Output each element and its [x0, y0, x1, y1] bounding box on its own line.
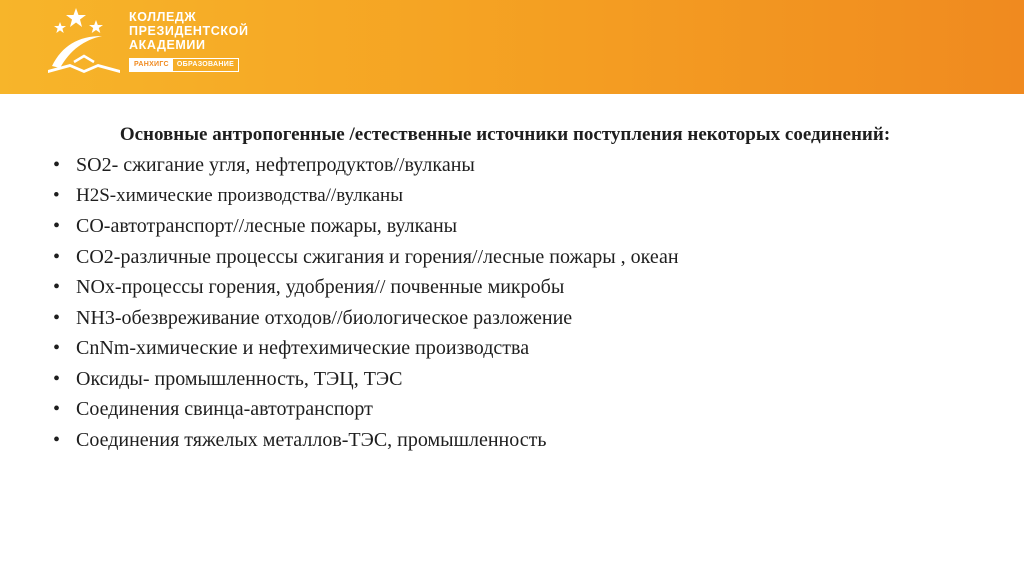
list-item-text: CnNm-химические и нефтехимические производства [76, 337, 530, 359]
list-item [50, 242, 950, 273]
list-item-text: SO2- сжигание угля, нефтепродуктов//вулканы [76, 154, 475, 176]
badge-ranepa-label: РАНХИГС [130, 59, 173, 71]
list-item-text: Оксиды- промышленность, ТЭЦ, ТЭС [76, 367, 403, 390]
college-name [129, 10, 249, 52]
list-item [50, 181, 950, 212]
list-item [50, 394, 950, 425]
college-logo-icon [44, 6, 124, 76]
bullet-icon: • [53, 337, 61, 359]
header-bar [0, 0, 1024, 94]
college-name-line-2: ПРЕЗИДЕНТСКОЙ [129, 24, 249, 38]
bullet-icon: • [53, 428, 61, 451]
badge-education-label: ОБРАЗОВАНИЕ [176, 61, 235, 68]
list-item-text: Соединения тяжелых металлов-ТЭС, промышленность [76, 428, 547, 451]
list-item [50, 364, 950, 395]
sources-list [50, 150, 950, 455]
list-item [50, 150, 950, 181]
bullet-icon: • [53, 398, 61, 420]
list-item-text: H2S-химические производства//вулканы [76, 184, 403, 206]
bullet-icon: • [53, 276, 61, 298]
bullet-icon: • [53, 154, 61, 176]
bullet-icon: • [53, 245, 61, 268]
list-item-text: NOx-процессы горения, удобрения// почвенные микробы [76, 276, 565, 298]
slide-content [50, 120, 950, 455]
list-item [50, 272, 950, 303]
list-item-text: NH3-обезвреживание отходов//биологическое разложение [76, 306, 573, 329]
list-item-text: CO2-различные процессы сжигания и горения//лесные пожары , океан [76, 245, 679, 268]
bullet-icon: • [53, 367, 61, 390]
college-name-line-3: АКАДЕМИИ [129, 38, 206, 52]
college-name-line-1: КОЛЛЕДЖ [129, 10, 197, 24]
list-item [50, 333, 950, 364]
list-item-text: CO-автотранспорт//лесные пожары, вулканы [76, 215, 458, 237]
slide-title: Основные антропогенные /естественные источники поступления некоторых соединений: [119, 124, 891, 145]
bullet-icon: • [53, 215, 61, 237]
list-item [50, 425, 950, 456]
list-item-text: Соединения свинца-автотранспорт [76, 398, 373, 420]
list-item [50, 303, 950, 334]
ranepa-badge [129, 58, 239, 72]
list-item [50, 211, 950, 242]
bullet-icon: • [53, 184, 60, 206]
bullet-icon: • [53, 306, 61, 329]
